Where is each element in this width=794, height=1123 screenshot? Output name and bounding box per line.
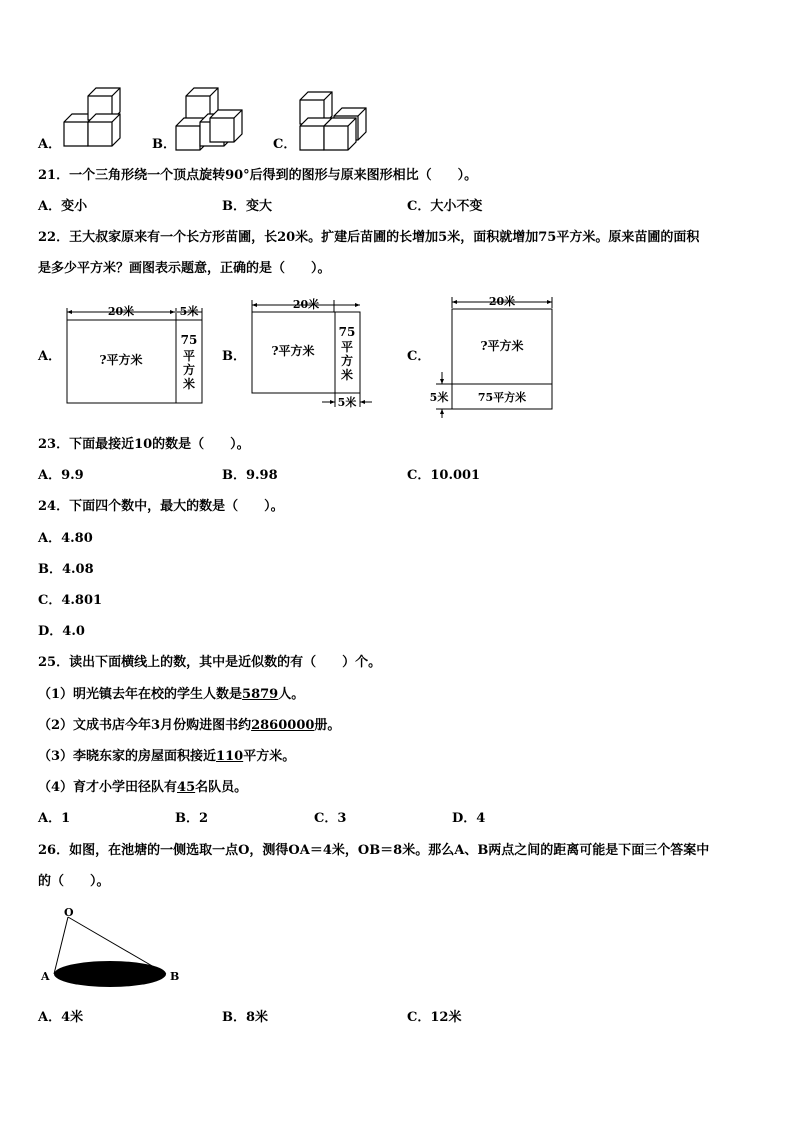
arrow-head (252, 303, 257, 307)
added-area-label: 平 (182, 349, 196, 363)
added-area-label: 75 (338, 325, 356, 339)
item-text: （3）李晓东家的房屋面积接近 (38, 749, 217, 764)
extension-length-label: 5米 (429, 391, 449, 404)
length-label: 20米 (107, 305, 135, 318)
q25-option-b: B．2 (175, 811, 209, 826)
pond (54, 961, 166, 987)
q22-option-c-label: C． (407, 349, 431, 364)
q26-option-a: A．4米 (38, 1010, 84, 1025)
cube (210, 110, 242, 142)
q25-item-3 (38, 749, 295, 765)
q25-item-1 (38, 687, 304, 703)
q24-stem: 24．下面四个数中，最大的数是（ ）。 (38, 499, 284, 514)
added-area-label: 方 (340, 354, 354, 368)
arrow-head (440, 379, 444, 384)
q26-stem-line1: 26．如图，在池塘的一侧选取一点O，测得OA＝4米，OB＝8米。那么A、B两点之间的距离可能是下面三个答案中 (38, 843, 710, 858)
q25-option-c: C．3 (314, 811, 347, 826)
unknown-area-label: ?平方米 (99, 353, 143, 367)
q21-option-c: C．大小不变 (407, 199, 483, 214)
item-text: （1）明光镇去年在校的学生人数是 (38, 687, 243, 702)
added-area-label: 平 (340, 340, 354, 354)
cube (324, 118, 356, 150)
q21-option-a: A．变小 (38, 199, 88, 214)
q22-option-a-label: A． (38, 349, 62, 364)
arrow-head (452, 300, 457, 304)
q22-figure-c (428, 292, 568, 422)
point-a-label: A (41, 970, 50, 983)
added-area-label: 75 (180, 333, 198, 347)
item-text: （4）育才小学田径队有 (38, 780, 178, 795)
added-area-label: 米 (340, 368, 354, 382)
q22-figure-b (244, 295, 384, 410)
underlined-number: 45 (177, 780, 196, 795)
segment-oa (54, 917, 68, 974)
added-area-label: 米 (182, 377, 196, 391)
q26-pond-figure (36, 904, 196, 994)
q20-figure-a (0, 0, 794, 160)
q21-stem: 21．一个三角形绕一个顶点旋转90°后得到的图形与原来图形相比（ ）。 (38, 168, 478, 183)
arrow-head (355, 303, 360, 307)
q23-option-a: A．9.9 (38, 468, 84, 483)
q25-item-4 (38, 780, 247, 796)
arrow-head (170, 310, 175, 314)
arrow-head (67, 310, 72, 314)
q24-option-a: A．4.80 (38, 531, 93, 546)
length-label: 20米 (292, 298, 320, 311)
q24-option-b: B．4.08 (38, 562, 94, 577)
q26-option-b: B．8米 (222, 1010, 269, 1025)
item-text: （2）文成书店今年3月份购进图书约 (38, 718, 252, 733)
added-area-label: 75平方米 (477, 391, 527, 404)
cube (88, 114, 120, 146)
point-b-label: B (170, 970, 180, 983)
q22-stem-line1: 22．王大叔家原来有一个长方形苗圃，长20米。扩建后苗圃的长增加5米，面积就增加75平方米。原来苗圃的面积 (38, 230, 700, 245)
q21-option-b: B．变大 (222, 199, 272, 214)
extension-length-label: 5米 (179, 305, 199, 318)
point-o-label: O (64, 906, 74, 919)
q25-stem: 25．读出下面横线上的数，其中是近似数的有（ ）个。 (38, 655, 382, 670)
q26-stem-line2: 的（ ）。 (38, 874, 110, 889)
q20-option-a-label: A． (38, 137, 62, 152)
unknown-area-label: ?平方米 (480, 339, 524, 353)
q20-option-c-label: C． (273, 137, 297, 152)
q23-stem: 23．下面最接近10的数是（ ）。 (38, 437, 250, 452)
q22-option-b-label: B． (222, 349, 246, 364)
q24-option-d: D．4.0 (38, 624, 85, 639)
extension-length-label: 5米 (337, 396, 357, 409)
added-area-label: 方 (182, 363, 196, 377)
underlined-number: 2860000 (251, 718, 315, 733)
q22-figure-a (60, 300, 210, 410)
q22-stem-line2: 是多少平方米？画图表示题意，正确的是（ ）。 (38, 261, 331, 276)
item-text: 人。 (278, 687, 305, 702)
arrow-head (330, 400, 335, 404)
length-label: 20米 (488, 295, 516, 308)
q25-item-2 (38, 718, 340, 734)
underlined-number: 5879 (242, 687, 279, 702)
item-text: 平方米。 (243, 749, 296, 764)
q24-option-c: C．4.801 (38, 593, 103, 608)
q25-option-a: A．1 (38, 811, 71, 826)
q23-option-c: C．10.001 (407, 468, 481, 483)
unknown-area-label: ?平方米 (271, 344, 315, 358)
item-text: 册。 (314, 718, 341, 733)
q20-option-b-label: B． (152, 137, 176, 152)
q26-option-c: C．12米 (407, 1010, 462, 1025)
item-text: 名队员。 (195, 780, 248, 795)
q25-option-d: D．4 (452, 811, 486, 826)
arrow-head (360, 400, 365, 404)
q23-option-b: B．9.98 (222, 468, 278, 483)
arrow-head (547, 300, 552, 304)
arrow-head (440, 409, 444, 414)
underlined-number: 110 (216, 749, 244, 764)
